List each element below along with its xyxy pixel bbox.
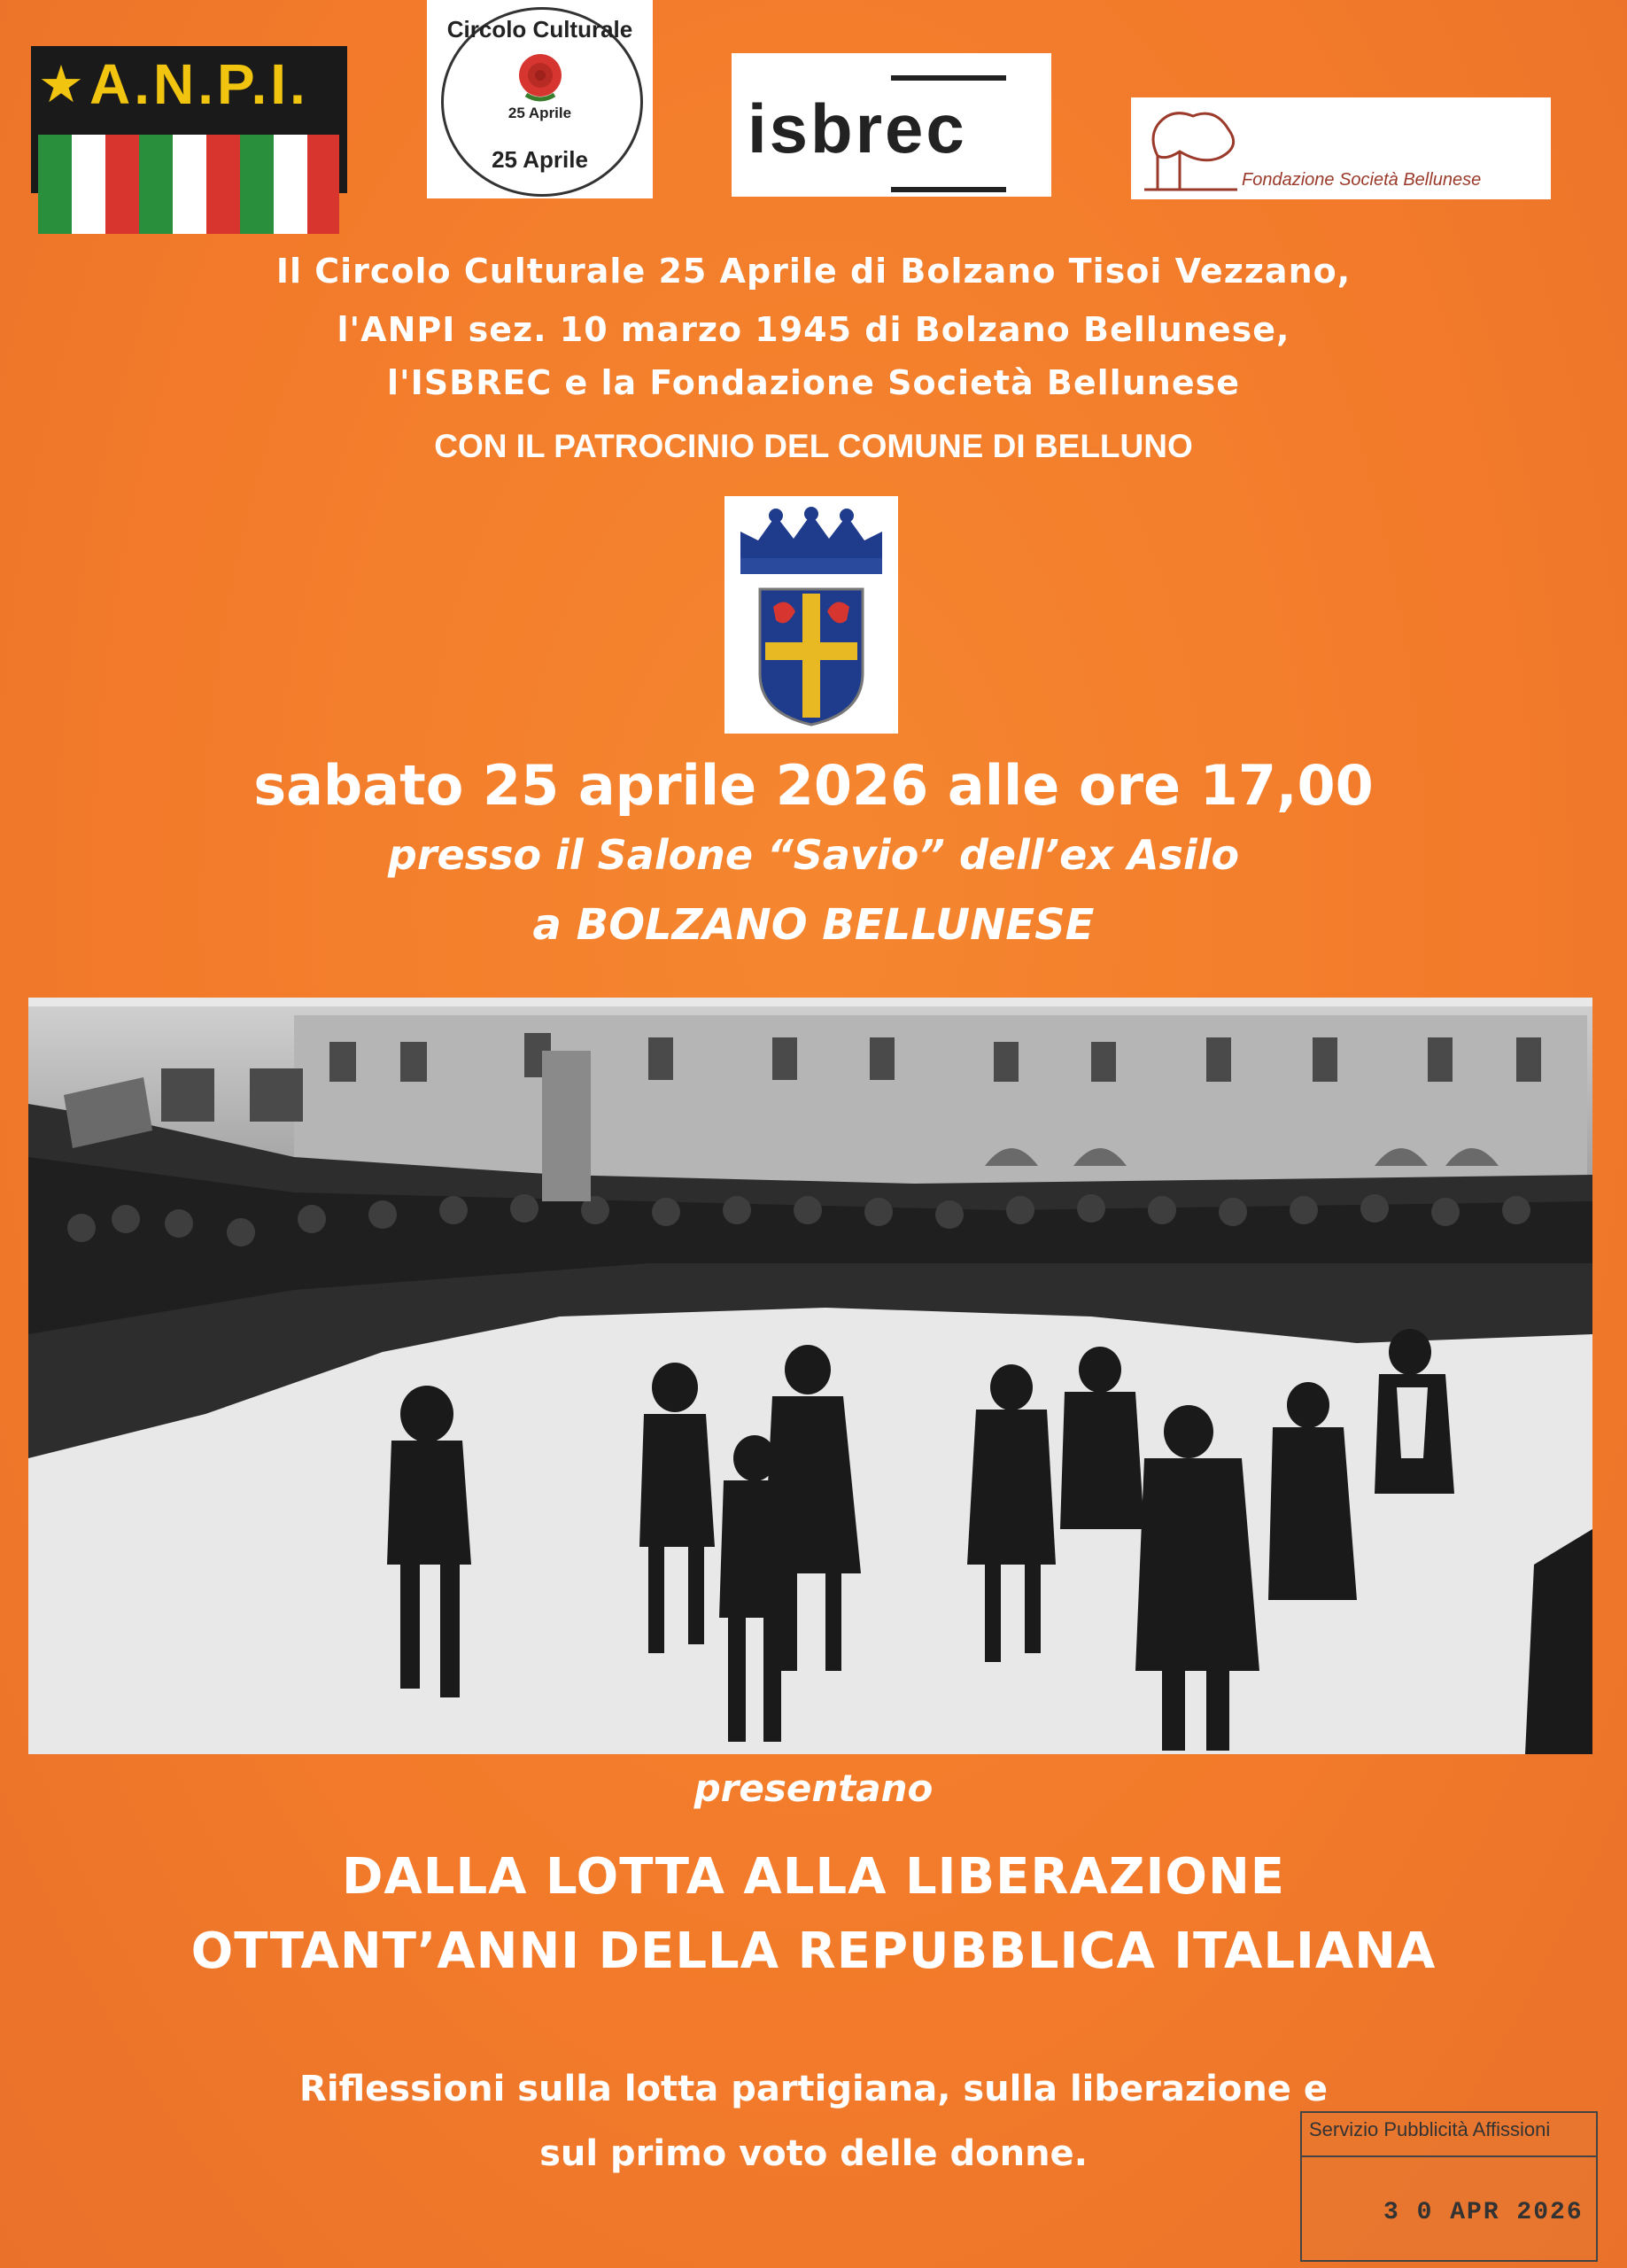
intro-line-1: Il Circolo Culturale 25 Aprile di Bolzano Tisoi Vezzano, [275,252,1352,291]
intro-line-3: l'ISBREC e la Fondazione Società Bellunese [387,363,1240,402]
fondazione-logo [1131,97,1551,199]
stamp-date: 3 0 APR 2026 [1383,2199,1584,2226]
title-line-1: DALLA LOTTA ALLA LIBERAZIONE [341,1848,1286,1906]
liberation-parade-photo [28,998,1592,1754]
circolo-logo [427,0,653,198]
event-date: sabato 25 aprile 2026 alle ore 17,00 [253,753,1374,818]
circolo-bottom-text: 25 Aprile [492,146,588,173]
event-town: a BOLZANO BELLUNESE [532,900,1095,950]
affissioni-stamp [1300,2111,1598,2262]
patronage-text: CON IL PATROCINIO DEL COMUNE DI BELLUNO [434,428,1193,464]
description-line-2: sul primo voto delle donne. [539,2133,1088,2174]
stamp-header: Servizio Pubblicità Affissioni [1309,2118,1551,2140]
tree-icon [1131,103,1246,196]
isbrec-logo-text: isbrec [748,89,967,167]
fondazione-logo-text: Fondazione Società Bellunese [1242,170,1482,190]
circolo-top-text: Circolo Culturale [446,16,633,43]
intro-line-2: l'ANPI sez. 10 marzo 1945 di Bolzano Bellunese, [337,310,1290,349]
tricolor-stripes [38,135,339,234]
isbrec-logo [732,53,1051,197]
presentano-text: presentano [693,1767,934,1810]
event-venue: presso il Salone “Savio” dell’ex Asilo [387,831,1240,879]
star-icon: ★ [38,53,84,114]
circolo-center-text: 25 Aprile [507,105,572,121]
anpi-logo-text: A.N.P.I. [89,51,309,116]
description-line-1: Riflessioni sulla lotta partigiana, sulla liberazione e [299,2069,1328,2109]
belluno-coat-of-arms-icon [724,496,898,734]
stamp-divider [1302,2155,1596,2157]
rose-icon [508,49,572,113]
anpi-logo [31,46,347,193]
title-line-2: OTTANT’ANNI DELLA REPUBBLICA ITALIANA [190,1922,1437,1980]
